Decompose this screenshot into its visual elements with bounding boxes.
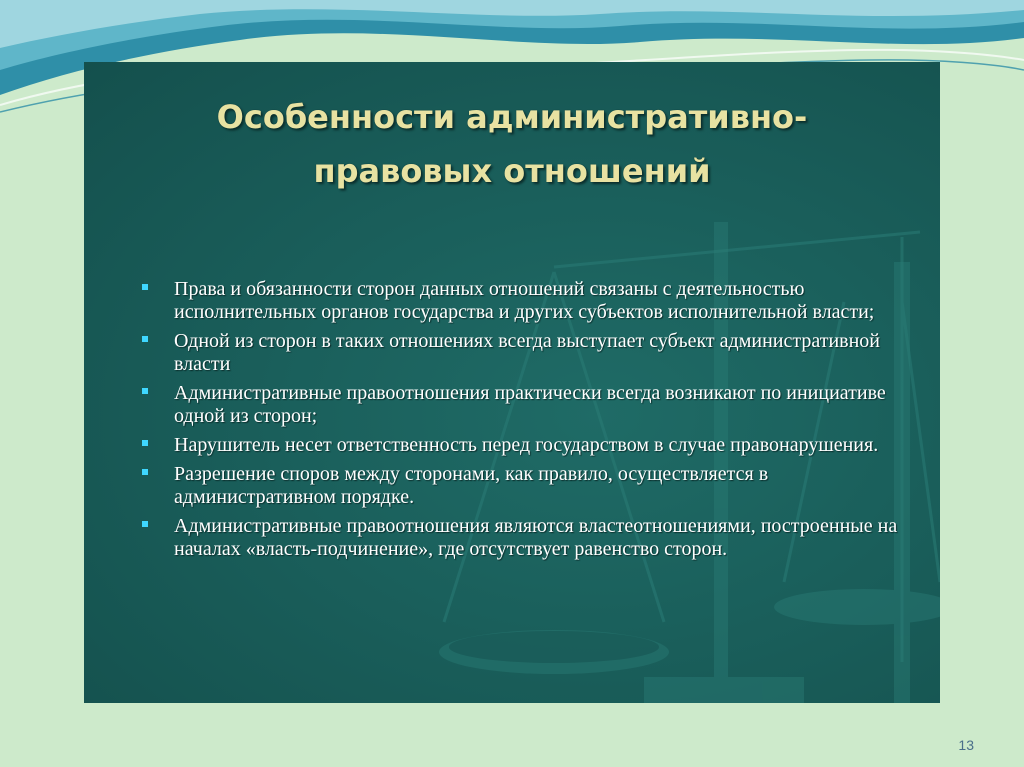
slide-number: 13 (958, 737, 974, 753)
square-bullet-icon (142, 521, 148, 527)
bullet-text: Права и обязанности сторон данных отношений связаны с деятельностью исполнительных органов государства и других субъектов исполнительной власти; (174, 278, 875, 323)
bullet-item (142, 434, 902, 457)
square-bullet-icon (142, 440, 148, 446)
slide-title-line-1: Особенности административно- (216, 98, 808, 136)
bullet-text: Одной из сторон в таких отношениях всегда выступает субъект административной власти (174, 330, 880, 375)
bullet-text: Административные правоотношения являются властеотношениями, построенные на началах «власть-подчинение», где отсутствует равенство сторон. (174, 515, 898, 560)
bullet-item (142, 330, 902, 376)
square-bullet-icon (142, 336, 148, 342)
bullet-text: Нарушитель несет ответственность перед государством в случае правонарушения. (174, 434, 879, 456)
square-bullet-icon (142, 388, 148, 394)
bullet-item (142, 515, 902, 561)
slide-panel (84, 62, 940, 703)
slide-title-line-2: правовых отношений (313, 152, 711, 190)
square-bullet-icon (142, 284, 148, 290)
bullet-item (142, 463, 902, 509)
slide-title (84, 90, 940, 198)
bullet-list (142, 278, 902, 567)
square-bullet-icon (142, 469, 148, 475)
bullet-item (142, 382, 902, 428)
bullet-item (142, 278, 902, 324)
bullet-text: Административные правоотношения практически всегда возникают по инициативе одной из сторон; (174, 382, 886, 427)
bullet-text: Разрешение споров между сторонами, как правило, осуществляется в административном порядке. (174, 463, 769, 508)
